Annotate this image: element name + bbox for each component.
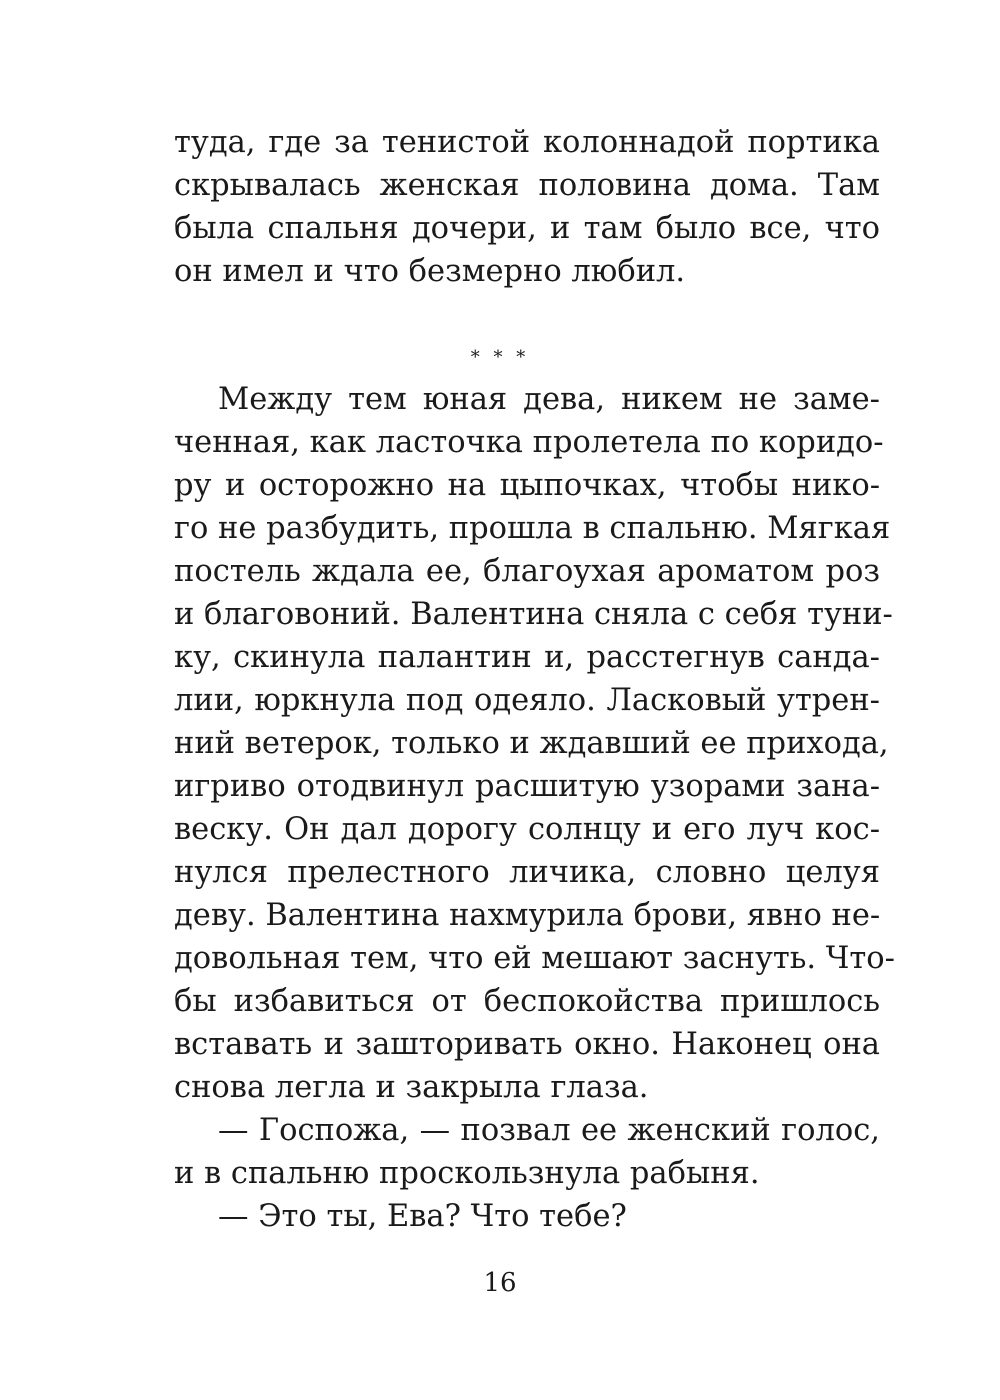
text-line: и благовоний. Валентина сняла с себя туни- [174,597,893,632]
paragraph-continuation [174,121,880,293]
text-line: нулся прелестного личика, словно целуя [174,855,880,890]
text-line: ку, скинула палантин и, расстегнув санда- [174,640,880,675]
text-line: ру и осторожно на цыпочках, чтобы нико- [174,468,880,503]
text-line: вставать и зашторивать окно. Наконец она [174,1027,880,1062]
text-line: и в спальню проскользнула рабыня. [174,1156,760,1191]
text-line: ченная, как ласточка пролетела по коридо- [174,425,884,460]
text-line: игриво отодвинул расшитую узорами зана- [174,769,880,804]
text-line: веску. Он дал дорогу солнцу и его луч кос- [174,812,880,847]
section-separator: * * * [470,347,530,368]
text-line: туда, где за тенистой колоннадой портика [174,125,880,160]
text-line: деву. Валентина нахмурила брови, явно не- [174,898,881,933]
text-line: снова легла и закрыла глаза. [174,1070,649,1105]
text-line: Между тем юная дева, никем не заме- [218,382,880,417]
text-line: была спальня дочери, и там было все, что [174,211,880,246]
text-line: довольная тем, что ей мешают заснуть. Что- [174,941,895,976]
text-line: бы избавиться от беспокойства пришлось [174,984,880,1019]
text-line: он имел и что безмерно любил. [174,254,686,289]
dialogue-line: — Это ты, Ева? Что тебе? [218,1199,627,1234]
page-number: 16 [483,1268,517,1298]
text-line: скрывалась женская половина дома. Там [174,168,880,203]
text-line: постель ждала ее, благоухая ароматом роз [174,554,880,589]
dialogue-line: — Госпожа, — позвал ее женский голос, [218,1113,880,1148]
text-line: лии, юркнула под одеяло. Ласковый утрен- [174,683,880,718]
text-line: ний ветерок, только и ждавший ее прихода, [174,726,889,761]
text-line: го не разбудить, прошла в спальню. Мягкая [174,511,891,546]
section-text [174,378,895,1238]
